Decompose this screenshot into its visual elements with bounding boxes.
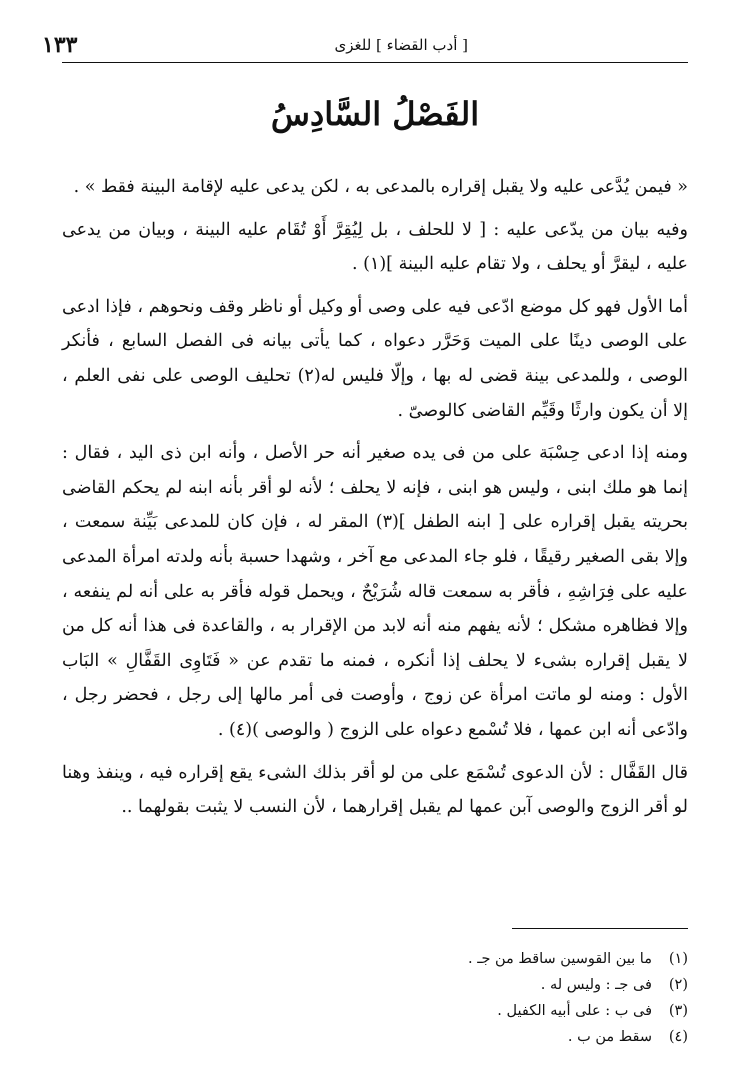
footnote-4 xyxy=(62,1024,688,1050)
footnote-text: فى ب : على أبيه الكفيل . xyxy=(497,1003,652,1019)
paragraph-3: أما الأول فهو كل موضع ادّعى فيه على وصى أو وكيل أو ناظر وقف ونحوهم ، فإذا ادعى على الوصى دينًا على الميت وَحَرَّر دعواه ، كما يأتى بيانه فى الفصل السابع ، فأنكر الوصى ، وللمدعى بينة قضى له بها ، وإلّا فليس له(٢) تحليف الوصى على نفى العلم ، إلا أن يكون وارثًا وقَيِّم القاضى كالوصىّ . xyxy=(62,296,688,421)
paragraph-1: « فيمن يُدَّعى عليه ولا يقبل إقراره بالمدعى به ، لكن يدعى عليه لإقامة البينة فقط » . xyxy=(73,177,688,197)
footnote-number: (١) xyxy=(668,951,688,967)
paragraph-5: قال القَفَّال : لأن الدعوى تُسْمَع على من لو أقر بذلك الشىء يقع إقراره فيه ، وينفذ وهنا لو أقر الزوج والوصى آبن عمها لم يقبل إقرارهما ، لأن النسب لا يثبت بقولهما .. xyxy=(62,762,688,818)
footnote-number: (٢) xyxy=(668,977,688,993)
footnote-text: سقط من ب . xyxy=(567,1029,652,1045)
footnote-2 xyxy=(62,972,688,998)
header-rule xyxy=(62,62,688,63)
chapter-title: الفَصْلُ السَّادِسُ xyxy=(270,95,480,133)
footnote-3 xyxy=(62,998,688,1024)
running-head: [ أدب القضاء ] للغزى xyxy=(334,36,468,54)
paragraph-2: وفيه بيان من يدّعى عليه : [ لا للحلف ، بل لِيُقِرَّ أَوْ تُقَام عليه البينة ، وبيان من يدعى عليه ، ليقرَّ أو يحلف ، ولا تقام عليه البينة ](١) . xyxy=(62,219,688,275)
page-number: ١٣٣ xyxy=(42,32,78,58)
footnote-number: (٣) xyxy=(668,1003,688,1019)
footnote-number: (٤) xyxy=(668,1029,688,1045)
body-text xyxy=(62,170,688,833)
page-header xyxy=(42,30,688,60)
footnote-rule xyxy=(512,928,688,929)
footnotes xyxy=(62,946,688,1050)
footnote-text: ما بين القوسين ساقط من جـ . xyxy=(467,951,652,967)
paragraph-4: ومنه إذا ادعى حِسْبَة على من فى يده صغير أنه حر الأصل ، وأنه ابن ذى اليد ، فقال : إنما هو ملك ابنى ، وليس هو ابنى ، فإنه لا يحلف ؛ لأنه لو أقر بأنه ابنه لم يحكم القاضى بحريته يقبل إقراره على [ ابنه الطفل ](٣) المقر له ، فإن كان للمدعى بَيِّنة سمعت ، وإلا بقى الصغير رقيقًا ، فلو جاء المدعى مع آخر ، وشهدا حسبة بأنه ولدته امرأة المدعى عليه على فِرَاشِهِ ، فأقر به سمعت قاله شُرَيْحٌ ، ويحمل قوله فأقر به على أنه لم ينفعه ، وإلا فظاهره مشكل ؛ لأنه يفهم منه أنه لابد من الإقرار به ، والقاعدة فى هذا أنه كل من لا يقبل إقراره بشىء لا يحلف إذا أنكره ، فمنه ما تقدم عن « فَتَاوِى القَفَّالِ » البَاب الأول : ومنه لو ماتت امرأة عن زوج ، وأوصت فى أمر مالها إلى رجل ، فحضر رجل ، وادّعى أنه ابن عمها ، فلا تُسْمع دعواه على الزوج ( والوصى )(٤) . xyxy=(62,443,689,740)
footnote-1 xyxy=(62,946,688,972)
footnote-text: فى جـ : وليس له . xyxy=(540,977,652,993)
